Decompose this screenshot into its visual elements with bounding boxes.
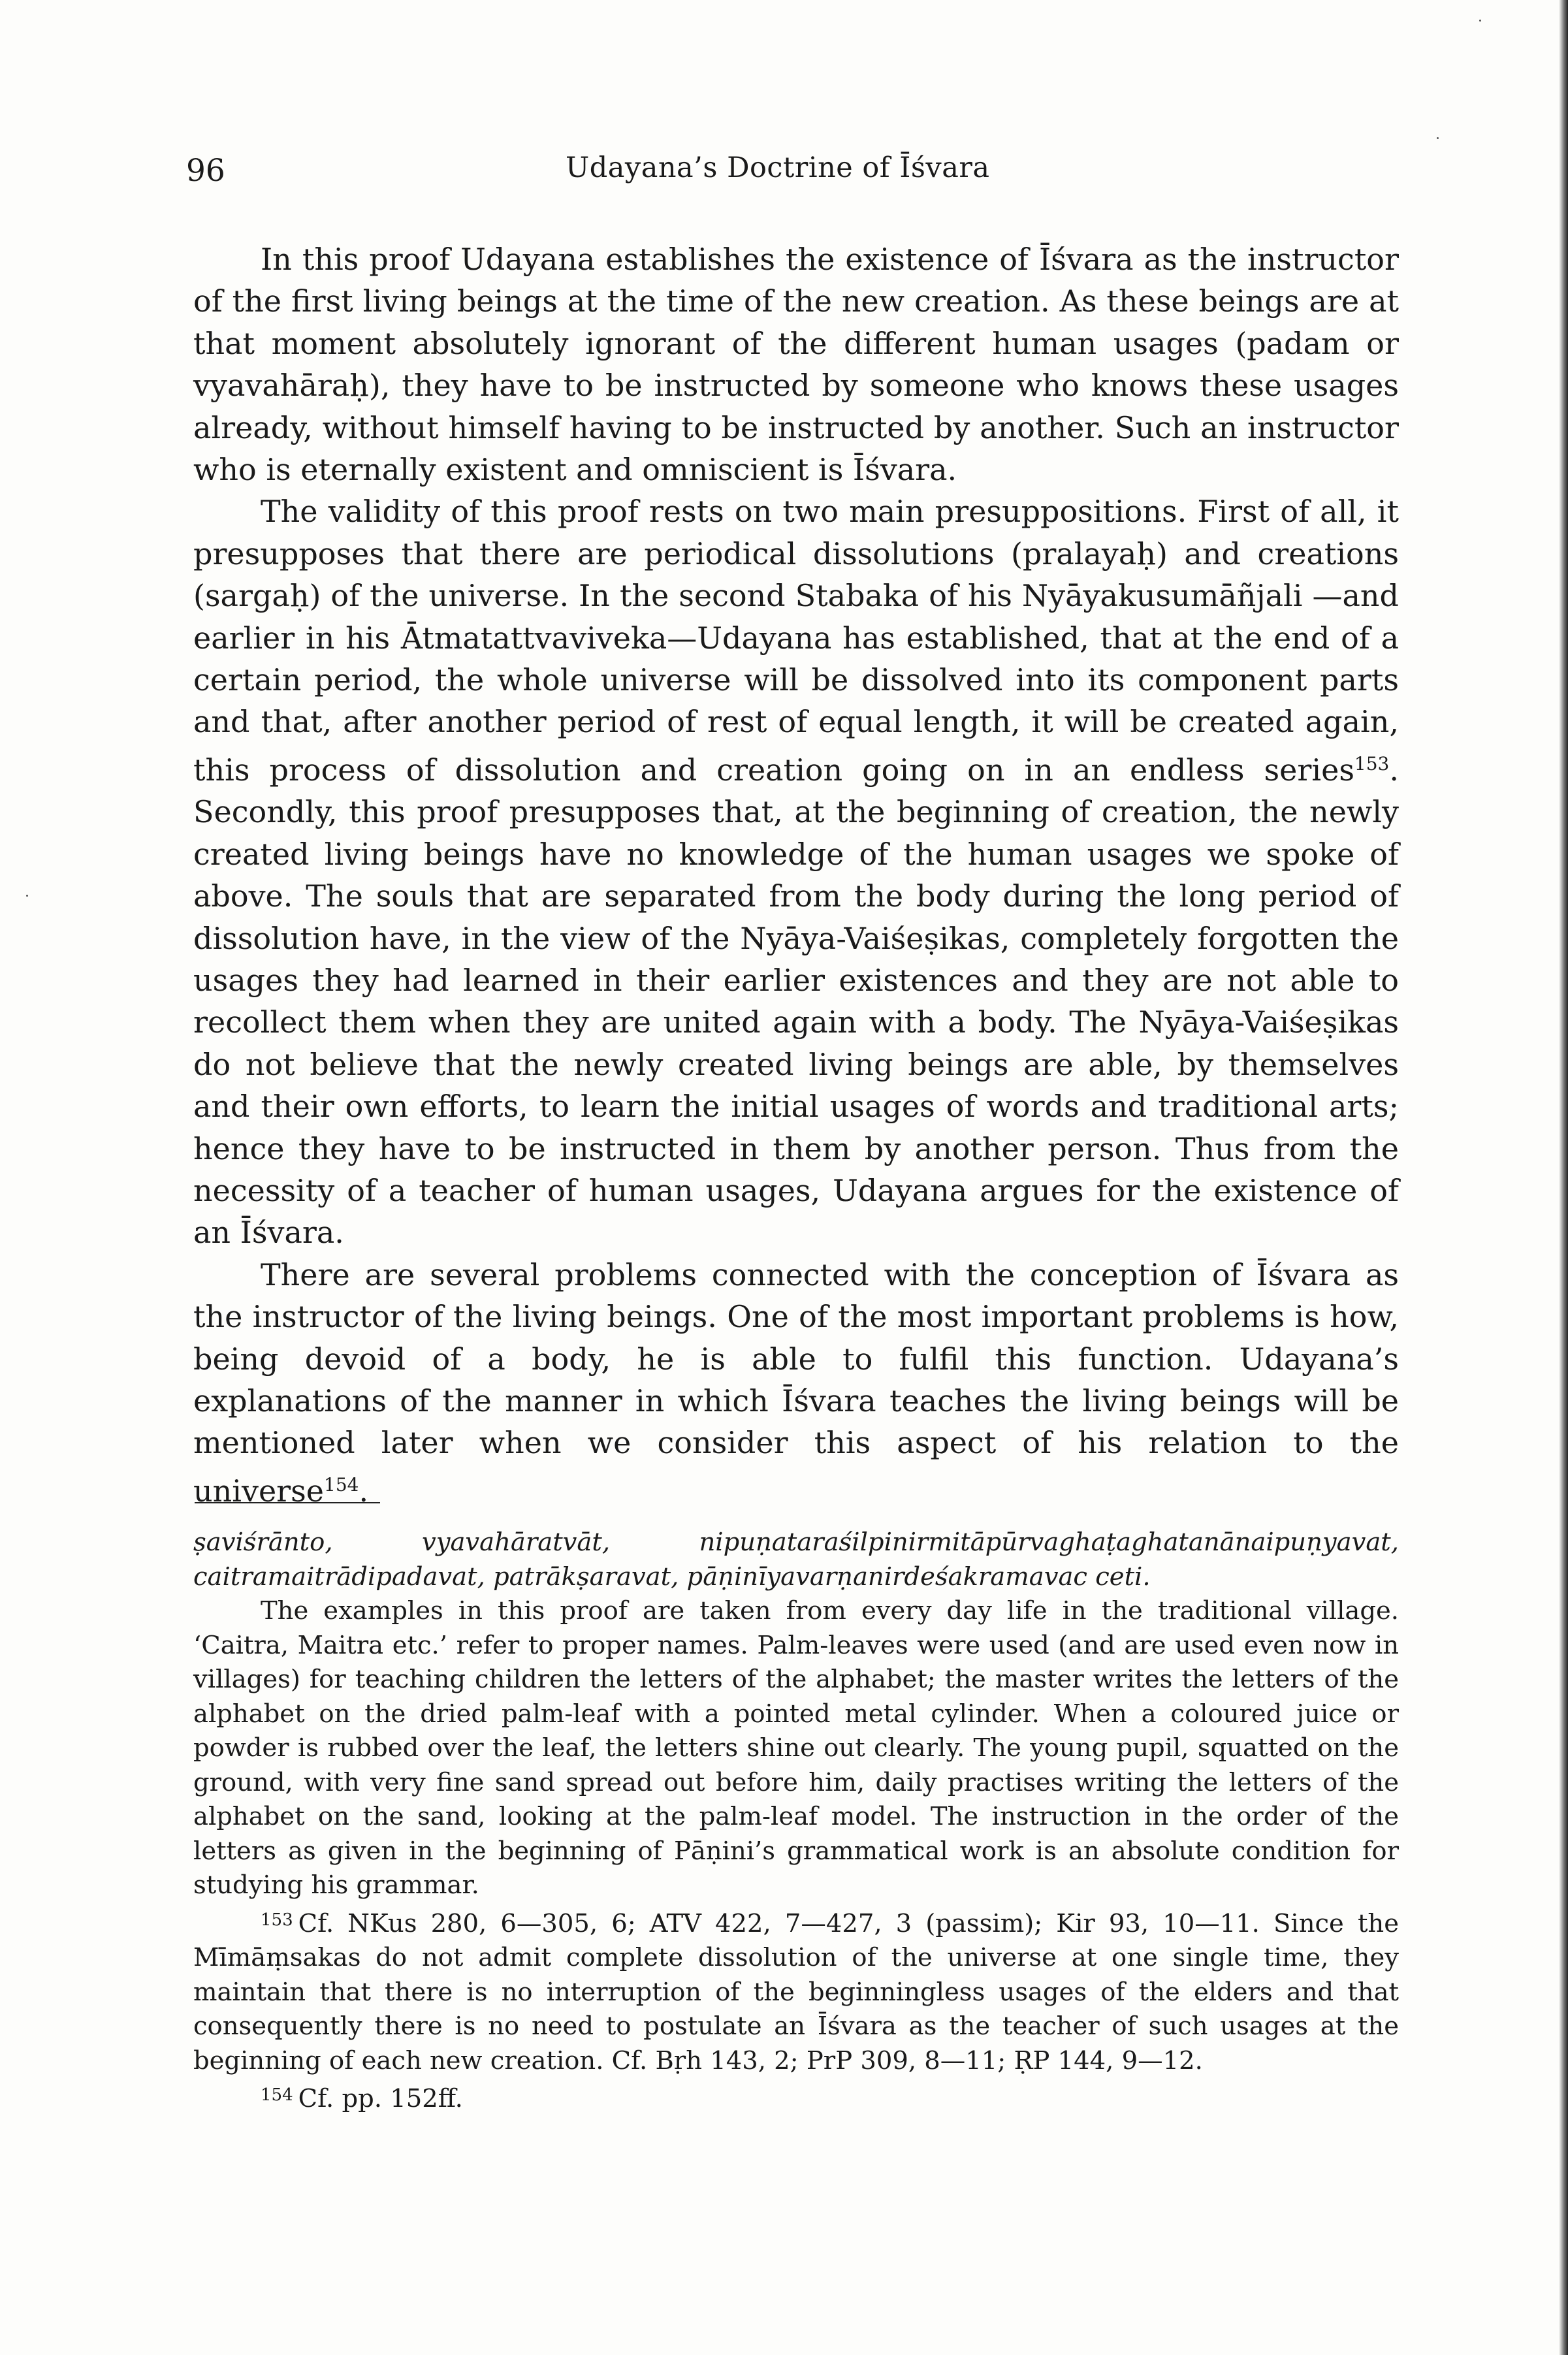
scan-speck (1479, 20, 1481, 22)
paragraph-3-text-a: There are several problems connected with the conception of Īśvara as the instructor of the living beings. One of the most important problems is how, being devoid of a body, he is able to fulfil this function. Udayana’s explanations of the manner in which Īśvara teaches the living beings will be mentioned later when we consider this aspect of his relation to the universe (193, 1257, 1399, 1509)
scan-speck (1437, 137, 1439, 139)
footnote-153-number: 153 (261, 1910, 293, 1930)
footnote-153-text: Cf. NKus 280, 6—305, 6; ATV 422, 7—427, 3 (passim); Kir 93, 10—11. Since the Mīmāṃsakas do not admit complete dissolution of the universe at one single time, they maintain that there is no interruption of the beginningless usages of the elders and that consequently there is no need to postulate an Īśvara as the teacher of such usages at the beginning of each new creation. Cf. Bṛh 143, 2; PrP 309, 8—11; ṚP 144, 9—12. (193, 1908, 1399, 2075)
footnote-153 (193, 1903, 1399, 2079)
footnote-ref-153[interactable]: 153 (1354, 752, 1390, 775)
page-number: 96 (186, 153, 225, 189)
footnote-ref-154[interactable]: 154 (324, 1473, 359, 1496)
scan-right-edge (1559, 0, 1568, 2355)
running-title: Udayana’s Doctrine of Īśvara (566, 152, 990, 184)
footnote-examples: The examples in this proof are taken from every day life in the traditional village. ‘Caitra, Maitra etc.’ refer to proper names. Palm-leaves were used (and are used even now in villages) for teaching children the letters of the alphabet; the master writes the letters of the alphabet on the dried palm-leaf with a pointed metal cylinder. When a coloured juice or powder is rubbed over the leaf, the letters shine out clearly. The young pupil, squatted on the ground, with very fine sand spread out before him, daily practises writing the letters of the alphabet on the sand, looking at the palm-leaf model. The instruction in the order of the letters as given in the beginning of Pāṇini’s grammatical work is an absolute condition for studying his grammar. (193, 1596, 1399, 1900)
paragraph-2 (193, 490, 1399, 1253)
footnote-154-number: 154 (261, 2085, 293, 2105)
footnote-continuation: ṣaviśrānto, vyavahāratvāt, nipuṇataraśilpinirmitāpūrvaghaṭaghatanānaipuṇyavat, caitramaitrādipadavat, patrākṣaravat, pāṇinīyavarṇanirdeśakramavac ceti. (193, 1528, 1399, 1592)
main-text (193, 238, 1399, 1512)
paragraph-3 (193, 1254, 1399, 1512)
footnotes (193, 1526, 1399, 2117)
paragraph-3-text-b: . (359, 1473, 369, 1509)
footnote-154 (193, 2078, 1399, 2117)
footnote-154-text: Cf. pp. 152ff. (298, 2084, 463, 2113)
paragraph-1: In this proof Udayana establishes the existence of Īśvara as the instructor of the first living beings at the time of the new creation. As these beings are at that moment absolutely ignorant of the different human usages (padam or vyavahāraḥ), they have to be instructed by someone who knows these usages already, without himself having to be instructed by another. Such an instructor who is eternally existent and omniscient is Īśvara. (193, 242, 1399, 488)
footnote-divider (195, 1502, 380, 1503)
scan-speck (26, 895, 28, 897)
paragraph-2-text-b: . Secondly, this proof presupposes that, at the beginning of creation, the newly created living beings have no knowledge of the human usages we spoke of above. The souls that are separated from the body during the long period of dissolution have, in the view of the Nyāya-Vaiśeṣikas, completely forgotten the usages they had learned in their earlier existences and they are not able to recollect them when they are united again with a body. The Nyāya-Vaiśeṣikas do not believe that the newly created living beings are able, by themselves and their own efforts, to learn the initial usages of words and traditional arts; hence they have to be instructed in them by another person. Thus from the necessity of a teacher of human usages, Udayana argues for the existence of an Īśvara. (193, 752, 1399, 1251)
paragraph-2-text-a: The validity of this proof rests on two main presuppositions. First of all, it presupposes that there are periodical dissolutions (pralayaḥ) and creations (sargaḥ) of the universe. In the second Stabaka of his Nyāyakusumāñjali —and earlier in his Ātmatattvaviveka—Udayana has established, that at the end of a certain period, the whole universe will be dissolved into its component parts and that, after another period of rest of equal length, it will be created again, this process of dissolution and creation going on in an endless series (193, 494, 1399, 788)
